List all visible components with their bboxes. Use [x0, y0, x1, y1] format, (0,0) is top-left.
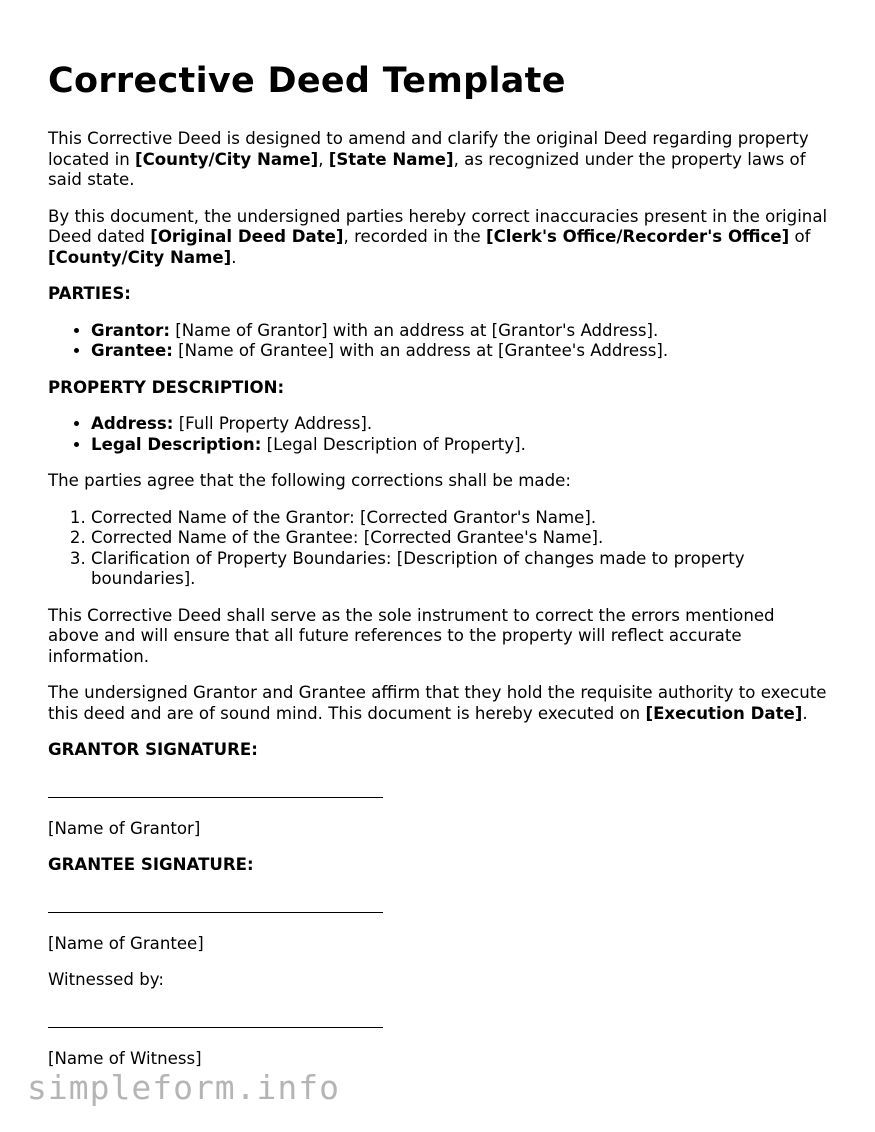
list-item: 3. Clarification of Property Boundaries: [Description of changes made to property boundaries].	[91, 549, 828, 590]
list-item	[91, 414, 828, 435]
document-page	[48, 58, 828, 1085]
legal-description-text: [Legal Description of Property].	[261, 434, 526, 454]
list-item: 2. Corrected Name of the Grantee: [Corrected Grantee's Name].	[91, 528, 828, 549]
correction-text: of	[789, 227, 811, 246]
state-placeholder: [State Name]	[328, 149, 454, 169]
property-list	[48, 414, 828, 455]
grantor-name: [Name of Grantor]	[48, 818, 201, 838]
address-text: [Full Property Address].	[173, 414, 373, 433]
intro-text: , as recognized under the property laws of said state.	[48, 149, 806, 189]
grantor-signature-line	[48, 797, 383, 798]
list-item	[91, 321, 828, 342]
list-item	[91, 435, 828, 456]
county-placeholder: [County/City Name]	[134, 149, 319, 169]
intro-text: This Corrective Deed is designed to amend and clarify the original Deed regarding property located in	[48, 129, 809, 169]
correction-paragraph	[48, 207, 828, 269]
affirm-text: The undersigned Grantor and Grantee affirm that they hold the requisite authority to execute this deed and are of sound mind. This document is hereby executed on	[48, 683, 827, 723]
grantee-label: Grantee:	[91, 341, 173, 360]
correction-text: .	[231, 247, 237, 267]
list-item: 1. Corrected Name of the Grantor: [Corrected Grantor's Name].	[91, 508, 828, 529]
address-label: Address:	[91, 414, 174, 433]
grantee-text: [Name of Grantee] with an address at [Grantee's Address].	[172, 341, 669, 360]
grantee-signature-line	[48, 912, 383, 913]
intro-text: ,	[318, 149, 329, 169]
property-heading: PROPERTY DESCRIPTION:	[48, 377, 285, 397]
corrections-list	[48, 508, 828, 590]
document-title: Corrective Deed Template	[48, 61, 566, 101]
list-item	[91, 341, 828, 362]
county-placeholder: [County/City Name]	[48, 247, 232, 267]
witness-name: [Name of Witness]	[48, 1048, 202, 1068]
correction-text: , recorded in the	[343, 227, 487, 246]
affirm-paragraph	[48, 683, 828, 724]
watermark: simpleform.info	[27, 1068, 341, 1107]
execution-date-placeholder: [Execution Date]	[645, 703, 803, 723]
grantor-text: [Name of Grantor] with an address at [Grantor's Address].	[169, 320, 659, 340]
correction-text: By this document, the undersigned parties hereby correct inaccuracies present in the original Deed dated	[48, 206, 828, 246]
grantor-signature-heading: GRANTOR SIGNATURE:	[48, 740, 258, 759]
parties-heading: PARTIES:	[48, 284, 131, 303]
affirm-text: .	[802, 703, 808, 723]
instrument-paragraph: This Corrective Deed shall serve as the sole instrument to correct the errors mentioned above and will ensure that all future references to the property will reflect accurate information.	[48, 605, 775, 666]
legal-description-label: Legal Description:	[91, 434, 262, 454]
grantee-name: [Name of Grantee]	[48, 933, 204, 953]
office-placeholder: [Clerk's Office/Recorder's Office]	[486, 227, 790, 246]
parties-list	[48, 321, 828, 362]
witness-label: Witnessed by:	[48, 970, 164, 989]
original-deed-date-placeholder: [Original Deed Date]	[150, 227, 344, 246]
corrections-intro: The parties agree that the following corrections shall be made:	[48, 471, 571, 490]
grantor-label: Grantor:	[91, 320, 170, 340]
witness-signature-line	[48, 1027, 383, 1028]
intro-paragraph	[48, 129, 828, 191]
grantee-signature-heading: GRANTEE SIGNATURE:	[48, 855, 254, 874]
